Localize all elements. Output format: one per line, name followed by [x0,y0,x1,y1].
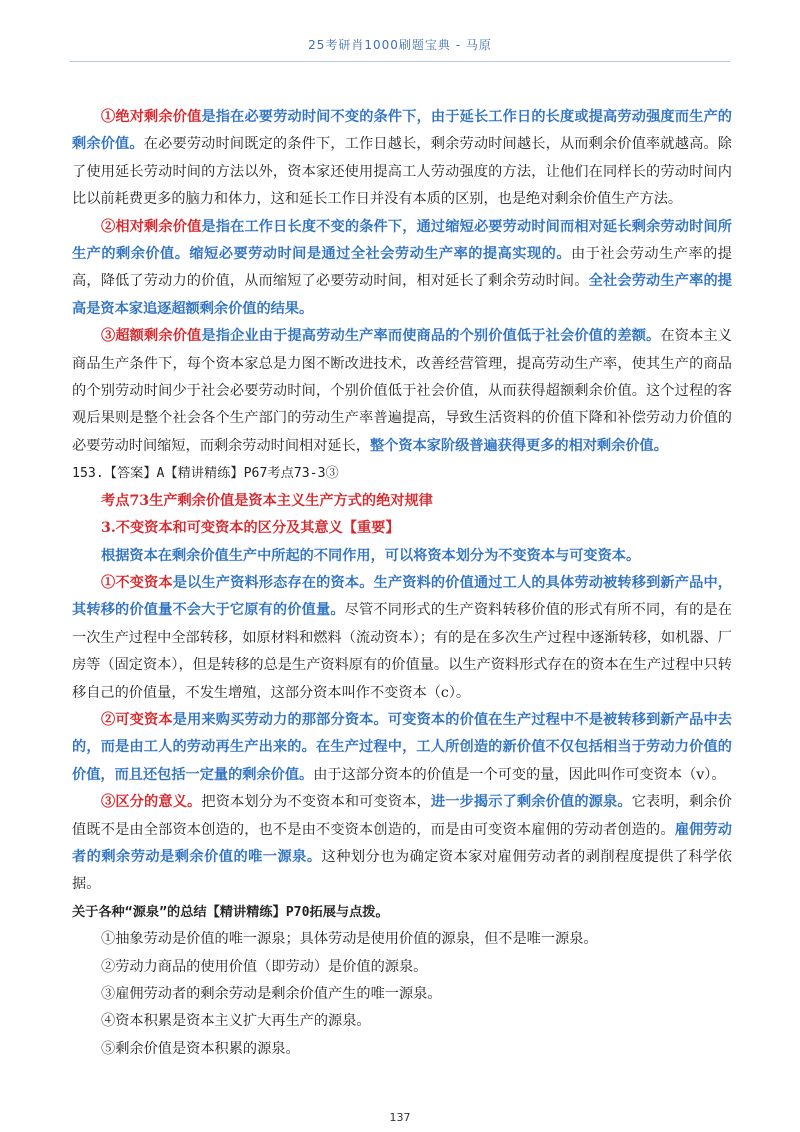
question-answer-line: 153.【答案】A【精讲精练】P67考点73-3③ [72,466,339,482]
definition-variable-capital: 是用来购买劳动力的那部分资本。可变资本的价值在生产过程中不是被转移到新产品中去的，而是由工人的劳动再生产出来的。在生产过程中，工人所创造的新价值不仅包括相当于劳动力价值的价值，而且还包括一定量的剩余价值。 [72,711,732,783]
term-variable-capital: ②可变资本 [101,711,173,728]
term-extra-surplus-value: ③超额剩余价值 [101,328,202,345]
header-divider [70,61,730,62]
definition-constant-capital: 是以生产资料形态存在的资本。生产资料的价值通过工人的具体劳动被转移到新产品中，其转移的价值量不会大于它原有的价值量。 [72,574,732,619]
definition-absolute-surplus-value: 是指在必要劳动时间不变的条件下，由于延长工作日的长度或提高劳动强度而生产的剩余价值。 [72,109,732,153]
list-item: ④资本积累是资本主义扩大再生产的源泉。 [101,1013,371,1030]
section-intro: 根据资本在剩余价值生产中所起的不同作用，可以将资本划分为不变资本与可变资本。 [101,547,641,564]
highlight-text: 整个资本家阶级普遍获得更多的相对剩余价值。 [369,437,668,454]
knowledge-point-title: 考点73生产剩余价值是资本主义生产方式的绝对规律 [101,492,433,509]
paragraph-significance [72,789,732,899]
page-number: 137 [389,1111,411,1124]
section-subtitle: 3.不变资本和可变资本的区分及其意义【重要】 [101,520,400,537]
paragraph-variable-capital [72,707,732,789]
explanation-text: 在资本主义商品生产条件下，每个资本家总是力图不断改进技术，改善经营管理，提高劳动生产率，使其生产的商品的个别劳动时间少于社会必要劳动时间，个别价值低于社会价值，从而获得超额剩余价值。这个过程的客观后果则是整个社会各个生产部门的劳动生产率普遍提高，导致生活资料的价值下降和补偿劳动力价值的必要劳动时间缩短，而剩余劳动时间相对延长， [72,328,732,454]
paragraph-absolute-surplus-value [72,104,732,214]
highlight-text: 进一步揭示了剩余价值的源泉。 [430,794,632,811]
explanation-text: 把资本划分为不变资本和可变资本， [201,794,431,811]
explanation-text: 尽管不同形式的生产资料转移价值的形式有所不同，有的是在一次生产过程中全部转移，如原材料和燃料（流动资本）；有的是在多次生产过程中逐渐转移，如机器、厂房等（固定资本），但是转移的总是生产资料原有的价值量。以生产资料形式存在的资本在生产过程中只转移自己的价值量，不发生增殖，这部分资本叫作不变资本（c）。 [72,602,732,701]
list-item: ⑤剩余价值是资本积累的源泉。 [101,1040,300,1057]
paragraph-relative-surplus-value [72,214,732,324]
list-item: ③雇佣劳动者的剩余劳动是剩余价值产生的唯一源泉。 [101,986,442,1002]
term-significance: ③区分的意义。 [101,794,202,811]
explanation-text: 这种划分也为确定资本家对雇佣劳动者的剥削程度提供了科学依据。 [72,848,732,893]
explanation-text: 由于这部分资本的价值是一个可变的量，因此叫作可变资本（v）。 [313,766,726,783]
highlight-text: 雇佣劳动者的剩余劳动是剩余价值的唯一源泉。 [72,821,732,865]
term-absolute-surplus-value: ①绝对剩余价值 [101,109,202,125]
term-relative-surplus-value: ②相对剩余价值 [101,218,202,235]
term-constant-capital: ①不变资本 [101,574,173,591]
explanation-text: 它表明，剩余价值既不是由全部资本创造的，也不是由不变资本创造的，而是由可变资本雇佣的劳动者创造的。 [72,794,732,838]
explanation-text: 在必要劳动时间既定的条件下，工作日越长，剩余劳动时间越长，从而剩余价值率就越高。除了使用延长劳动时间的方法以外，资本家还使用提高工人劳动强度的方法，让他们在同样长的劳动时间内比以前耗费更多的脑力和体力，这和延长工作日并没有本质的区别，也是绝对剩余价值生产方法。 [72,136,732,208]
page-header: 25考研肖1000刷题宝典 - 马原 [308,38,492,52]
explanation-text: 由于社会劳动生产率的提高，降低了劳动力的价值，从而缩短了必要劳动时间，相对延长了剩余劳动时间。 [72,246,732,290]
paragraph-extra-surplus-value [72,323,732,460]
summary-title: 关于各种“源泉”的总结【精讲精练】P70拓展与点拨。 [72,904,389,920]
definition-extra-surplus-value: 是指企业由于提高劳动生产率而使商品的个别价值低于社会价值的差额。 [201,328,661,345]
paragraph-constant-capital [72,570,732,707]
definition-relative-surplus-value: 是指在工作日长度不变的条件下，通过缩短必要劳动时间而相对延长剩余劳动时间所生产的剩余价值。缩短必要劳动时间是通过全社会劳动生产率的提高实现的。 [72,218,732,263]
list-item: ①抽象劳动是价值的唯一源泉；具体劳动是使用价值的源泉，但不是唯一源泉。 [101,931,598,948]
document-body [72,104,732,1063]
highlight-text: 全社会劳动生产率的提高是资本家追逐超额剩余价值的结果。 [72,273,732,317]
list-item: ②劳动力商品的使用价值（即劳动）是价值的源泉。 [101,958,428,975]
